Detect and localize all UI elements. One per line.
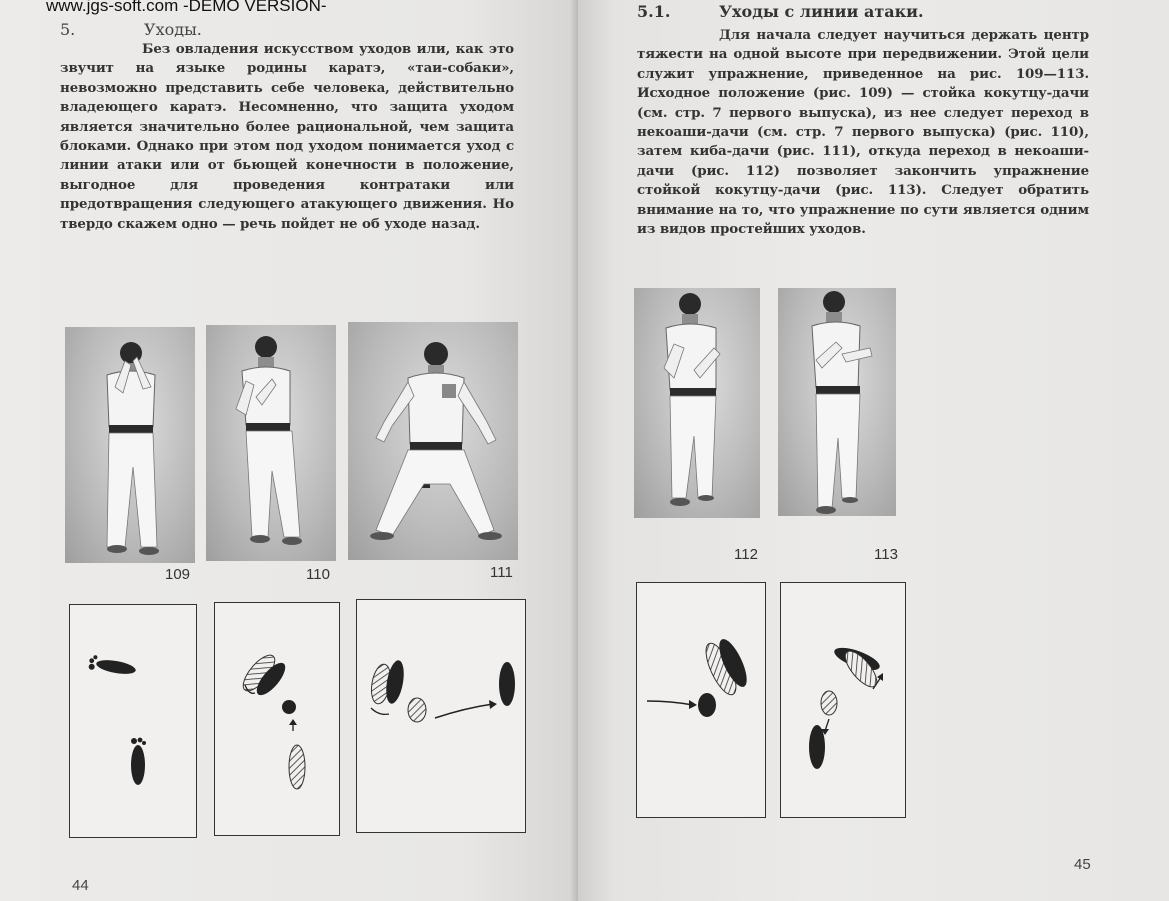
right-paragraph: Для начала следует научиться держать центр тяжести на одной высоте при передвижении. Этой цели служит упражнение, приведенное на рис. 109—113. Исходное положение (рис. 109) — стойка кокутцу-дачи (см. стр. 7 первого выпуска), из нее следует переход в некоаши-дачи (см. стр. 7 первого выпуска) (рис. 110), затем киба-дачи (рис. 111), откуда переход в некоаши-дачи (рис. 112) позволяет закончить упражнение стойкой кокутцу-дачи (рис. 113). Следует обратить внимание на то, что упражнение по сути является одним из видов простейших уходов. bbox=[637, 27, 1089, 238]
figure-number-110: 110 bbox=[306, 566, 330, 583]
figure-number-112: 112 bbox=[734, 546, 758, 563]
photo-112 bbox=[634, 288, 760, 518]
left-section-number: 5. bbox=[60, 20, 76, 39]
footprints-arrows-icon bbox=[215, 603, 339, 835]
karate-figure-110 bbox=[206, 325, 336, 561]
photo-111 bbox=[348, 322, 518, 560]
karate-figure-113 bbox=[778, 288, 896, 516]
footprints-arrows-icon bbox=[357, 600, 525, 832]
page-number-right: 45 bbox=[1074, 856, 1091, 873]
left-section-title: Уходы. bbox=[144, 20, 202, 39]
footwork-diagram-109 bbox=[69, 604, 197, 838]
karate-figure-109 bbox=[65, 327, 195, 563]
right-section-number: 5.1. bbox=[637, 2, 671, 21]
left-page bbox=[0, 0, 578, 901]
karate-figure-111 bbox=[348, 322, 518, 560]
photo-113 bbox=[778, 288, 896, 516]
page-number-left: 44 bbox=[72, 877, 89, 894]
karate-figure-112 bbox=[634, 288, 760, 518]
figure-number-109: 109 bbox=[165, 566, 191, 583]
footwork-diagram-110 bbox=[214, 602, 340, 836]
right-section-title: Уходы с линии атаки. bbox=[719, 2, 924, 21]
footwork-diagram-112 bbox=[636, 582, 766, 818]
right-section-heading bbox=[637, 2, 924, 21]
footwork-diagram-111 bbox=[356, 599, 526, 833]
footwork-diagram-113 bbox=[780, 582, 906, 818]
footprints-arrows-icon bbox=[781, 583, 905, 817]
left-paragraph: Без овладения искусством уходов или, как это звучит на языке родины каратэ, «таи-собаки», невозможно представить себе человека, действительно владеющего каратэ. Несомненно, что защита уходом является значительно более рациональной, чем защита блоками. Однако при этом под уходом понимается уход с линии атаки или от бьющей конечности в положение, выгодное для проведения контратаки или предотвращения следующего атакующего движения. Но твердо скажем одно — речь пойдет не об уходе назад. bbox=[60, 41, 514, 232]
right-page bbox=[578, 0, 1169, 901]
footprints-icon bbox=[70, 605, 196, 837]
demo-watermark: www.jgs-soft.com -DEMO VERSION- bbox=[46, 0, 327, 15]
left-section-heading bbox=[60, 20, 202, 39]
figure-number-111: 111 bbox=[490, 564, 513, 581]
footprints-arrows-icon bbox=[637, 583, 765, 817]
figure-number-113: 113 bbox=[874, 546, 898, 563]
photo-109 bbox=[65, 327, 195, 563]
photo-110 bbox=[206, 325, 336, 561]
